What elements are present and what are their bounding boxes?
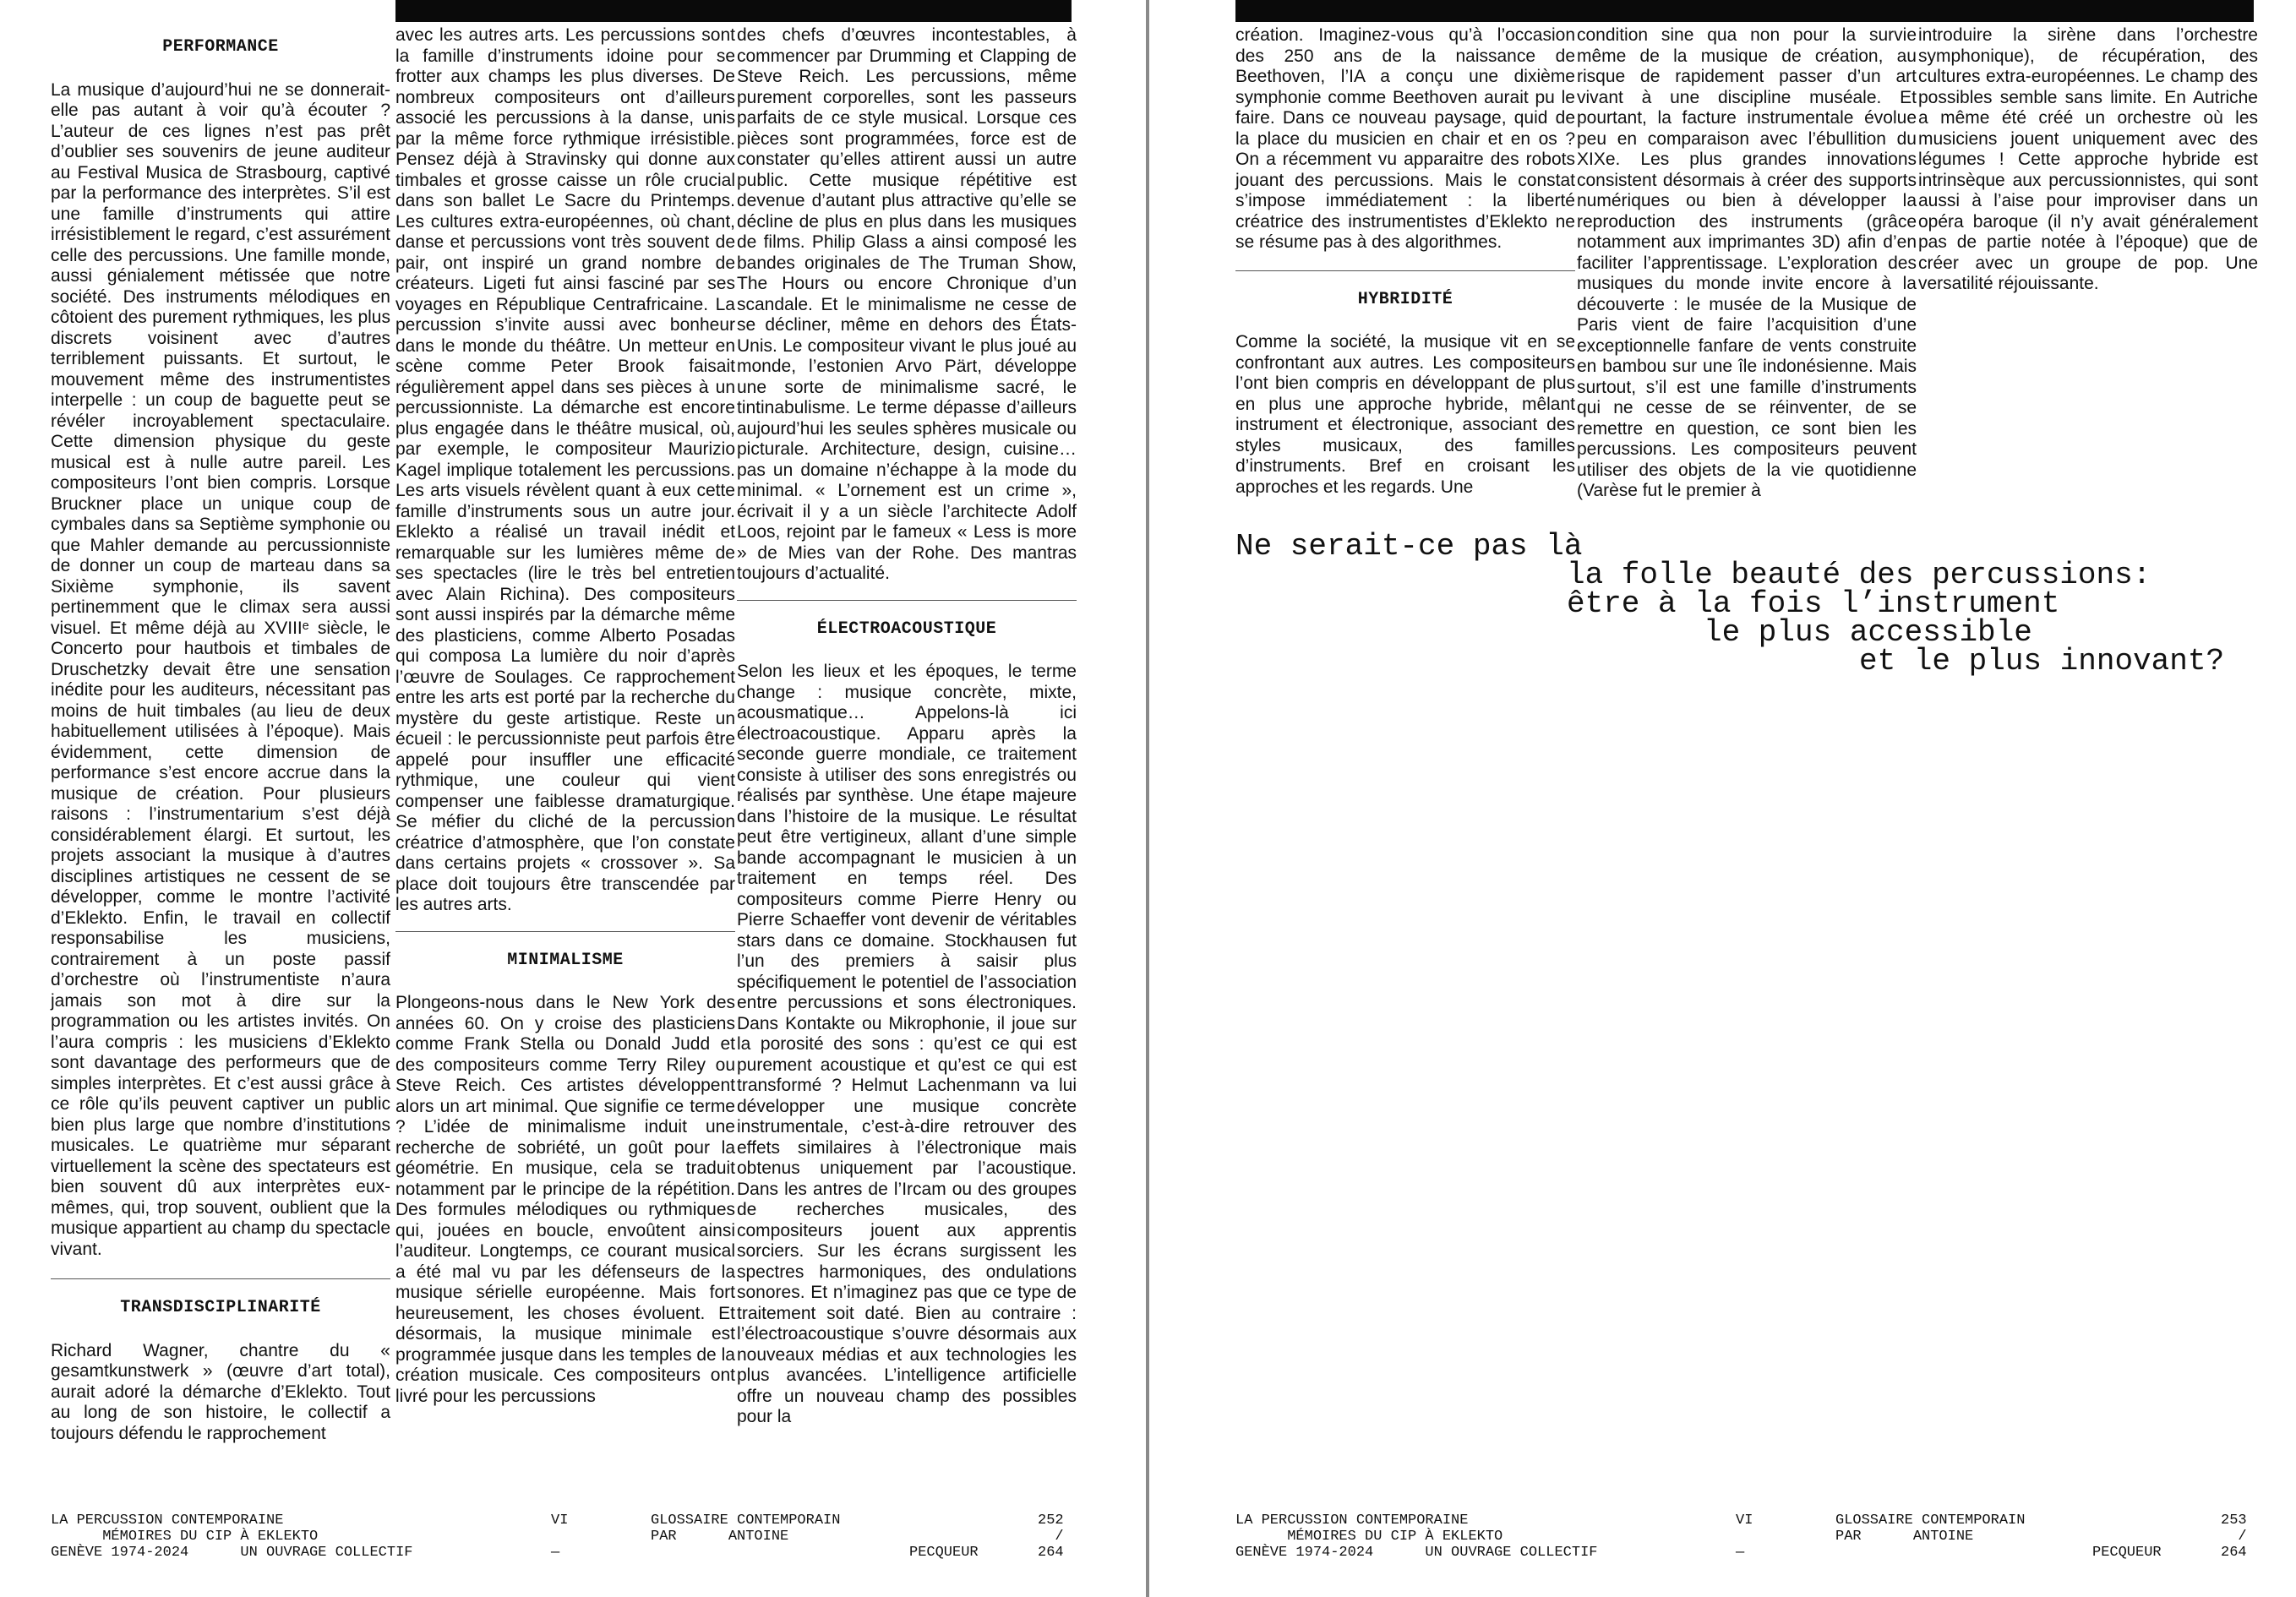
pull-quote-line-2: la folle beauté des percussions: <box>1567 558 2151 592</box>
pull-quote-line-5: et le plus innovant? <box>1859 644 2225 679</box>
footer-book-title: LA PERCUSSION CONTEMPORAINE MÉMOIRES DU CIP À EKLEKTO GENÈVE 1974-2024 UN OUVRAGE COLLECTIF <box>51 1513 413 1561</box>
column-3 <box>737 25 1077 1428</box>
footer-page-number: 252 / 264 <box>1038 1513 1064 1561</box>
footer-chapter-number: VI — <box>551 1513 569 1561</box>
section-heading-electroacoustique: ÉLECTROACOUSTIQUE <box>737 600 1077 662</box>
footer-chapter-title: GLOSSAIRE CONTEMPORAIN PAR ANTOINE <box>1835 1513 2026 1545</box>
section-heading-minimalisme: MINIMALISME <box>395 931 735 994</box>
footer-chapter-title: GLOSSAIRE CONTEMPORAIN PAR ANTOINE <box>651 1513 841 1545</box>
paragraph-performance: La musique d’aujourd’hui ne se donnerait-elle pas autant à voir qu’à écouter ? L’auteur de ces lignes n’est pas prêt d’oublier ses souvenirs de jeune auditeur au Festival Musica de Strasbourg, captivé par la performance des interprètes. S’il est une famille d’instruments qui attire irrésistiblement le regard, c’est assurément celle des percussions. Une famille monde, aussi génialement métissée que notre société. Des instruments mélodiques en côtoient des purement rythmiques, les plus discrets voisinent avec d’autres terriblement puissants. Et surtout, le mouvement même des instrumentistes interpelle : un coup de baguette peut se révéler incroyablement spectaculaire. Cette dimension physique du geste musical est à nulle autre pareil. Les compositeurs l’ont bien compris. Lorsque Bruckner place un unique coup de cymbales dans sa Septième symphonie ou que Mahler demande au percussionniste de donner un coup de marteau dans sa Sixième symphonie, ils savent pertinemment que le climax sera aussi visuel. Et même déjà au XVIIIᵉ siècle, le Concerto pour hautbois et timbales de Druschetzky devait être une sensation inédite pour les auditeurs, nécessitant pas moins de huit timbales (au lieu de deux habituellement utilisées à l’époque). Mais évidemment, cette dimension de performance s’est encore accrue dans la musique de création. Pour plusieurs raisons : l’instrumentarium s’est déjà considérablement élargi. Et surtout, les projets associant la musique à d’autres disciplines artistiques ne cessent de se développer, comme le montre l’activité d’Eklekto. Enfin, le travail en collectif responsabilise les musiciens, contrairement à un poste passif d’orchestre où l’instrumentiste n’aura jamais son mot à dire sur la programmation ou les artistes invités. On l’aura compris : les musiciens d’Eklekto sont davantage des performeurs que de simples interprètes. Et c’est aussi grâce à ce rôle qu’ils peuvent captiver un public bien plus large que nombre d’institutions musicales. Le quatrième mur séparant virtuellement la scène des spectateurs est bien souvent dû aux interprètes eux-mêmes, qui, trop souvent, oublient que la musique appartient au champ du spectacle vivant. <box>51 79 390 1259</box>
column-3 <box>1918 25 2258 295</box>
paragraph-hybridite-cont: condition sine qua non pour la survie même de la musique de création, au risque de rapidement passer d’un art vivant à une discipline muséale. Et pourtant, la facture instrumentale évolue peu en comparaison avec l’ébullition du XIXe. Les plus grandes innovations consistent désormais à créer des supports numériques ou bien à développer la reproduction des instruments (grâce notamment aux imprimantes 3D) afin d’en faciliter l’apprentissage. L’exploration des musiques du monde invite encore à la découverte : le musée de la Musique de Paris vient de faire l’acquisition d’une exceptionnelle fanfare de vents construite en bambou sur une île indonésienne. Mais surtout, s’il est une famille d’instruments qui ne cesse de se réinventer, de se remettre en question, ce sont bien les percussions. Les compositeurs peuvent utiliser des objets de la vie quotidienne (Varèse fut le premier à <box>1577 25 1917 500</box>
paragraph-hybridite-end: introduire la sirène dans l’orchestre symphonique), de récupération, des cultures extra-européennes. Le champ des possibles semble sans limite. En Autriche a même été créé un orchestre où les musiciens jouent uniquement avec des légumes ! Cette approche hybride est intrinsèque aux percussionnistes, qui sont aussi à l’aise pour improviser dans un opéra baroque (il n’y avait généralement pas de partie notée à l’époque) que de créer avec un groupe de pop. Une versatilité réjouissante. <box>1918 25 2258 293</box>
page-gutter <box>1146 0 1149 1597</box>
footer-book-title: LA PERCUSSION CONTEMPORAINE MÉMOIRES DU CIP À EKLEKTO GENÈVE 1974-2024 UN OUVRAGE COLLECTIF <box>1235 1513 1598 1561</box>
pull-quote-line-3: être à la fois l’instrument <box>1567 586 2060 621</box>
column-2 <box>395 25 735 1407</box>
paragraph-hybridite: Comme la société, la musique vit en se confrontant aux autres. Les compositeurs l’ont bien compris en développant de plus en plus une approche hybride, mêlant instrument et électronique, associant des styles musicaux, des familles d’instruments. Bref en croisant les approches et les regards. Une <box>1235 332 1575 497</box>
column-2 <box>1577 25 1917 502</box>
paragraph-arts: avec les autres arts. Les percussions sont la famille d’instruments idoine pour se frotter aux champs les plus diverses. De nombreux compositeurs ont d’ailleurs associé les percussions à la danse, unis par la même force rythmique irrésistible. Pensez déjà à Stravinsky qui donne aux timbales et grosse caisse un rôle crucial dans son ballet Le Sacre du Printemps. Les cultures extra-européennes, où chant, danse et percussions vont très souvent de pair, ont inspiré un grand nombre de créateurs. Ligeti fut ainsi fasciné par ses voyages en République Centrafricaine. La percussion s’invite aussi avec bonheur dans le monde du théâtre. Un metteur en scène comme Peter Brook faisait régulièrement appel dans ses pièces à un percussionniste. La démarche est encore plus engagée dans le théâtre musical, où, par exemple, le compositeur Maurizio Kagel implique totalement les percussions. Les arts visuels révèlent quant à eux cette famille d’instruments sous un autre jour. Eklekto a réalisé un travail inédit et remarquable sur les lumières même de ses spectacles (lire le très bel entretien avec Alain Richina). Des compositeurs sont aussi inspirés par la démarche même des plasticiens, comme Alberto Posadas qui composa La lumière du noir d’après l’œuvre de Soulages. Ce rapprochement entre les arts est porté par la recherche du mystère du geste artistique. Reste un écueil : le percussionniste peut parfois être appelé pour insuffler une efficacité rythmique, une couleur qui vient compenser une faiblesse dramaturgique. Se méfier du cliché de la percussion créatrice d’atmosphère, que l’on constate dans certains projets « crossover ». Sa place doit toujours être transcendée par les autres arts. <box>395 25 735 914</box>
pull-quote-line-1: Ne serait-ce pas là <box>1235 529 1583 564</box>
footer-chapter-number: VI — <box>1736 1513 1753 1561</box>
paragraph-creation: création. Imaginez-vous qu’à l’occasion des 250 ans de la naissance de Beethoven, l’IA a conçu une dixième symphonie comme Beethoven aurait pu le faire. Dans ce nouveau paysage, quid de la place du musicien en chair et en os ? On a récemment vu apparaitre des robots jouant des percussions. Mais le constat s’impose immédiatement : la liberté créatrice des instrumentistes d’Eklekto ne se résume pas à des algorithmes. <box>1235 25 1575 252</box>
footer-author: PECQUEUR <box>2092 1545 2162 1561</box>
top-black-bar <box>1235 0 2254 22</box>
pull-quote-line-4: le plus accessible <box>1704 615 2032 650</box>
left-page <box>0 0 1145 1597</box>
paragraph-electroacoustique: Selon les lieux et les époques, le terme change : musique concrète, mixte, acousmatique… Appelons-là ici électroacoustique. Apparu après la seconde guerre mondiale, ce traitement consiste à utiliser des sons enregistrés ou réalisés par synthèse. Une étape majeure dans l’histoire de la musique. Le résultat peut être vertigineux, allant d’une simple bande accompagnant le musicien à un traitement en temps réel. Des compositeurs comme Pierre Henry ou Pierre Schaeffer vont devenir de véritables stars dans ce domaine. Stockhausen fut l’un des premiers à saisir plus spécifiquement le potentiel de l’association entre percussions et sons électroniques. Dans Kontakte ou Mikrophonie, il joue sur la porosité des sons : qu’est ce qui est purement acoustique et qu’est ce qui est transformé ? Helmut Lachenmann va lui développer une musique concrète instrumentale, c’est-à-dire retrouver des effets similaires à l’électronique mais obtenus uniquement par l’acoustique. Dans les antres de l’Ircam ou des groupes de recherches musicales, des compositeurs jouent aux apprentis sorciers. Sur les écrans surgissent les spectres harmoniques, des ondulations sonores. Et n’imaginez pas que ce type de traitement soit daté. Bien au contraire : l’électroacoustique s’ouvre désormais aux nouveaux médias et aux technologies les plus avancées. L’intelligence artificielle offre un nouveau champ des possibles pour la <box>737 662 1077 1426</box>
right-page <box>1151 0 2296 1597</box>
top-black-bar <box>395 0 1072 22</box>
paragraph-transdisciplinarite: Richard Wagner, chantre du « gesamtkunstwerk » (œuvre d’art total), aurait adoré la démarche d’Eklekto. Tout au long de son histoire, le collectif a toujours défendu le rapprochement <box>51 1340 390 1443</box>
paragraph-minimalisme: Plongeons-nous dans le New York des années 60. On y croise des plasticiens comme Frank Stella ou Donald Judd et des compositeurs comme Terry Riley ou Steve Reich. Ces artistes développent alors un art minimal. Que signifie ce terme ? L’idée de minimalisme induit une recherche de sobriété, un goût pour la géométrie. En musique, cela se traduit notamment par le principe de la répétition. Des formules mélodiques ou rythmiques qui, jouées en boucle, envoûtent ainsi l’auditeur. Longtemps, ce courant musical a été mal vu par les défenseurs de la musique sérielle européenne. Mais fort heureusement, les choses évoluent. Et désormais, la musique minimale est programmée jusque dans les temples de la création musicale. Ces compositeurs ont livré pour les percussions <box>395 993 735 1406</box>
footer-author: PECQUEUR <box>909 1545 979 1561</box>
column-1 <box>51 25 390 1444</box>
section-heading-hybridite: HYBRIDITÉ <box>1235 270 1575 333</box>
section-heading-transdisciplinarite: TRANSDISCIPLINARITÉ <box>51 1278 390 1341</box>
column-1 <box>1235 25 1575 498</box>
paragraph-minimalisme-cont: des chefs d’œuvres incontestables, à commencer par Drumming et Clapping de Steve Reich. Les percussions, même purement corporelles, sont les passeurs parfaits de ce style musical. Lorsque ces pièces sont programmées, force est de constater qu’elles attirent aussi un autre public. Cette musique répétitive est devenue d’autant plus attractive qu’elle se décline de plus en plus dans les musiques de films. Philip Glass a ainsi composé les bandes originales de The Truman Show, The Hours ou encore Chronique d’un scandale. Et le minimalisme ne cesse de se décliner, même en dehors des États-Unis. Le compositeur vivant le plus joué au monde, l’estonien Arvo Pärt, développe une sorte de minimalisme sacré, le tintinabulisme. Le terme dépasse d’ailleurs aujourd’hui les seules sphères musicale ou picturale. Architecture, design, cuisine… pas un domaine n’échappe à la mode du minimal. « L’ornement est un crime », écrivait il y a un siècle l’architecte Adolf Loos, rejoint par le fameux « Less is more » de Mies van der Rohe. Des mantras toujours d’actualité. <box>737 25 1077 583</box>
footer-page-number: 253 / 264 <box>2221 1513 2247 1561</box>
section-heading-performance: PERFORMANCE <box>162 37 279 57</box>
